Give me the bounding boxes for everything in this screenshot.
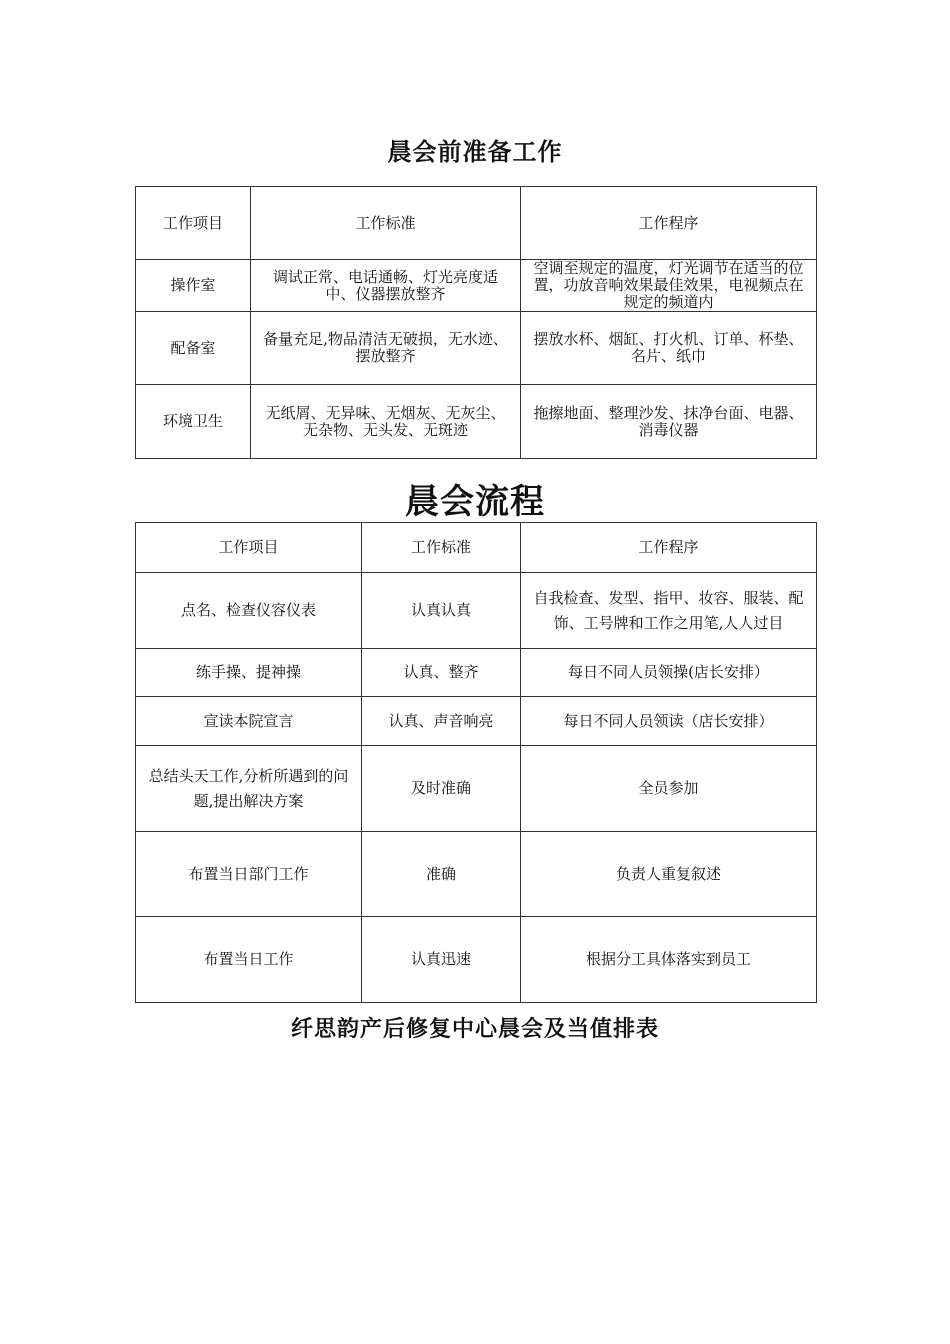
table-cell: 备量充足,物品清洁无破损，无水迹、摆放整齐 (251, 312, 521, 385)
table-cell: 负责人重复叙述 (521, 832, 817, 917)
table-row (136, 649, 817, 697)
schedule-title: 纤思韵产后修复中心晨会及当值排表 (290, 1016, 659, 1042)
flow-table (135, 522, 817, 1003)
table-cell: 环境卫生 (136, 385, 251, 459)
table-cell: 拖擦地面、整理沙发、抹净台面、电器、消毒仪器 (521, 385, 817, 459)
table-cell: 空调至规定的温度，灯光调节在适当的位置，功放音响效果最佳效果，电视频点在规定的频道内 (521, 260, 817, 312)
table-cell: 宣读本院宣言 (136, 697, 362, 746)
table-cell: 点名、检查仪容仪表 (136, 573, 362, 649)
table-row (136, 697, 817, 746)
prep-title: 晨会前准备工作 (387, 137, 563, 166)
table-cell: 及时准确 (362, 746, 521, 832)
table-cell: 练手操、提神操 (136, 649, 362, 697)
table-row (136, 917, 817, 1003)
table-cell: 认真迅速 (362, 917, 521, 1003)
table-cell: 认真、整齐 (362, 649, 521, 697)
table-row (136, 385, 817, 459)
header-cell: 工作标准 (362, 523, 521, 573)
header-cell: 工作标准 (251, 187, 521, 260)
table-cell: 每日不同人员领操(店长安排） (521, 649, 817, 697)
table-cell: 认真、声音响亮 (362, 697, 521, 746)
table-header-row (136, 523, 817, 573)
table-row (136, 832, 817, 917)
table-cell: 操作室 (136, 260, 251, 312)
table-cell: 布置当日部门工作 (136, 832, 362, 917)
table-cell: 准确 (362, 832, 521, 917)
header-cell: 工作程序 (521, 187, 817, 260)
header-cell: 工作项目 (136, 523, 362, 573)
table-cell: 总结头天工作,分析所遇到的问题,提出解决方案 (136, 746, 362, 832)
table-row (136, 260, 817, 312)
table-cell: 全员参加 (521, 746, 817, 832)
table-cell: 调试正常、电话通畅、灯光亮度适中、仪器摆放整齐 (251, 260, 521, 312)
header-cell: 工作项目 (136, 187, 251, 260)
table-cell: 自我检查、发型、指甲、妆容、服装、配饰、工号牌和工作之用笔,人人过目 (521, 573, 817, 649)
table-cell: 根据分工具体落实到员工 (521, 917, 817, 1003)
table-row (136, 746, 817, 832)
table-row (136, 573, 817, 649)
table-cell: 每日不同人员领读（店长安排） (521, 697, 817, 746)
table-cell: 摆放水杯、烟缸、打火机、订单、杯垫、名片、纸巾 (521, 312, 817, 385)
prep-table (135, 186, 817, 459)
table-cell: 认真认真 (362, 573, 521, 649)
table-cell: 布置当日工作 (136, 917, 362, 1003)
table-cell: 配备室 (136, 312, 251, 385)
flow-title: 晨会流程 (405, 482, 545, 522)
table-header-row (136, 187, 817, 260)
table-cell: 无纸屑、无异味、无烟灰、无灰尘、无杂物、无头发、无斑迹 (251, 385, 521, 459)
header-cell: 工作程序 (521, 523, 817, 573)
table-row (136, 312, 817, 385)
